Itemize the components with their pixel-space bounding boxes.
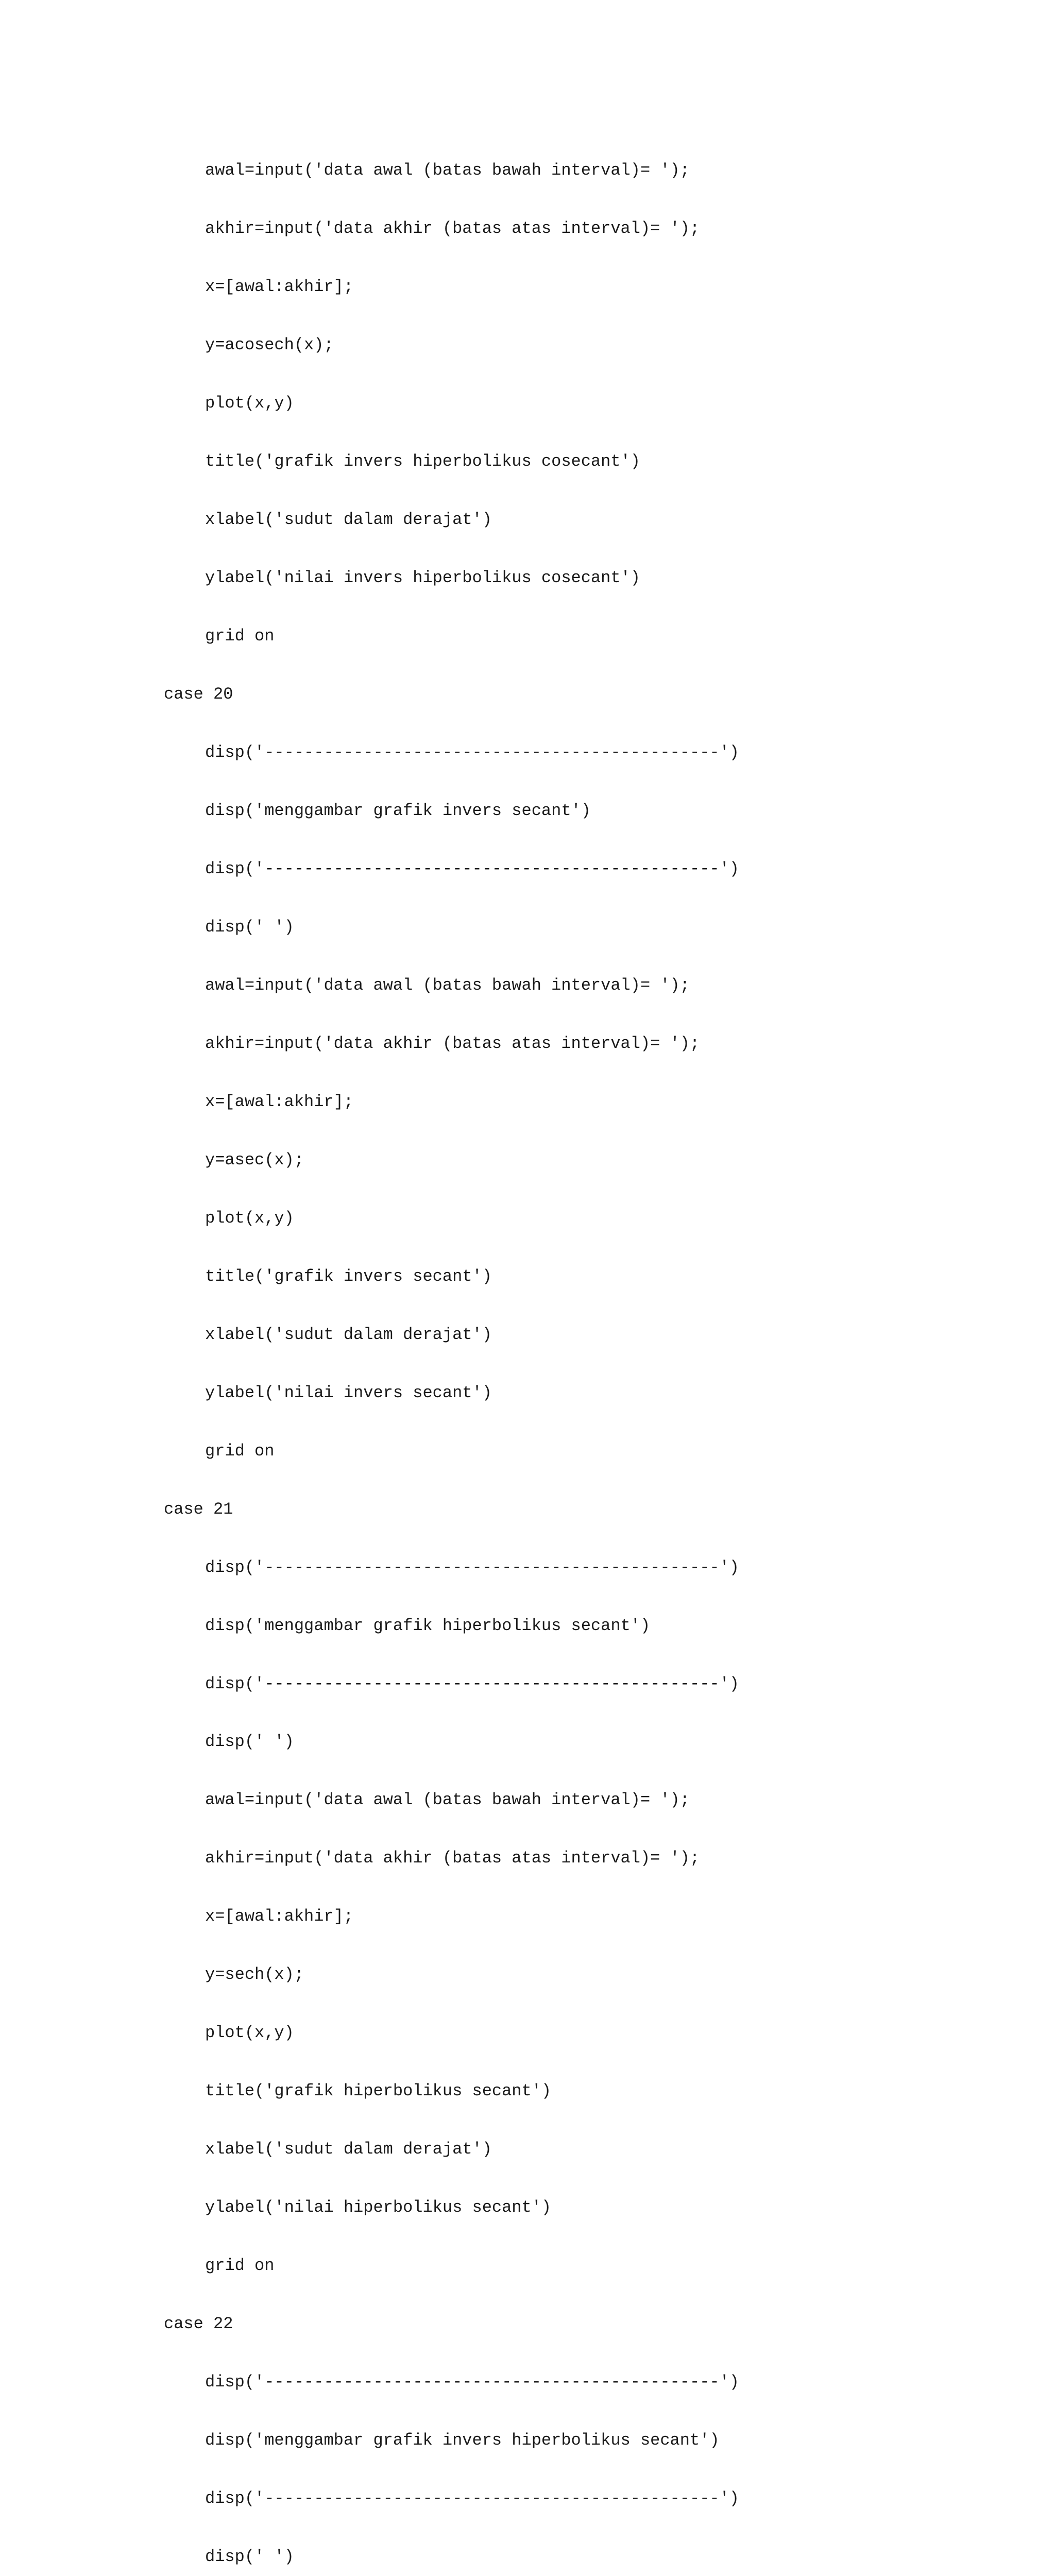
code-line: disp(' ') (205, 2547, 294, 2567)
case-line: case 22 (164, 2314, 233, 2334)
code-line: x=[awal:akhir]; (205, 277, 354, 297)
code-line: grid on (205, 1441, 275, 1461)
code-line: grid on (205, 626, 275, 646)
code-line: title('grafik hiperbolikus secant') (205, 2081, 552, 2101)
code-line: x=[awal:akhir]; (205, 1092, 354, 1111)
case-line: case 20 (164, 685, 233, 704)
code-line: akhir=input('data akhir (batas atas interval)= '); (205, 219, 700, 239)
code-line: xlabel('sudut dalam derajat') (205, 510, 492, 530)
code-line: awal=input('data awal (batas bawah interval)= '); (205, 161, 690, 180)
code-line: title('grafik invers secant') (205, 1266, 492, 1286)
code-line: disp('----------------------------------------------') (205, 1557, 739, 1577)
code-line: ylabel('nilai hiperbolikus secant') (205, 2198, 552, 2217)
code-line: ylabel('nilai invers secant') (205, 1383, 492, 1402)
code-line: awal=input('data awal (batas bawah interval)= '); (205, 1790, 690, 1810)
code-listing (164, 122, 739, 2576)
code-line: plot(x,y) (205, 394, 294, 413)
code-line: plot(x,y) (205, 1208, 294, 1228)
code-line: disp(' ') (205, 1732, 294, 1752)
code-line: disp('----------------------------------------------') (205, 859, 739, 878)
code-line: xlabel('sudut dalam derajat') (205, 2140, 492, 2159)
code-line: disp('menggambar grafik hiperbolikus secant') (205, 1616, 651, 1635)
code-line: y=sech(x); (205, 1965, 304, 1985)
code-line: y=acosech(x); (205, 335, 334, 355)
code-line: plot(x,y) (205, 2023, 294, 2043)
code-line: disp('----------------------------------------------') (205, 1674, 739, 1693)
code-line: title('grafik invers hiperbolikus cosecant') (205, 452, 640, 471)
code-line: grid on (205, 2256, 275, 2276)
code-line: akhir=input('data akhir (batas atas interval)= '); (205, 1849, 700, 1868)
code-line: disp('----------------------------------------------') (205, 2372, 739, 2392)
code-line: disp(' ') (205, 917, 294, 937)
code-line: x=[awal:akhir]; (205, 1907, 354, 1926)
code-line: awal=input('data awal (batas bawah interval)= '); (205, 975, 690, 995)
code-line: disp('----------------------------------------------') (205, 743, 739, 762)
case-line: case 21 (164, 1499, 233, 1519)
code-line: ylabel('nilai invers hiperbolikus cosecant') (205, 568, 640, 588)
code-line: disp('menggambar grafik invers hiperbolikus secant') (205, 2431, 720, 2450)
code-line: disp('----------------------------------------------') (205, 2489, 739, 2509)
code-line: xlabel('sudut dalam derajat') (205, 1325, 492, 1344)
code-line: y=asec(x); (205, 1150, 304, 1170)
code-line: disp('menggambar grafik invers secant') (205, 801, 591, 820)
code-line: akhir=input('data akhir (batas atas interval)= '); (205, 1033, 700, 1053)
